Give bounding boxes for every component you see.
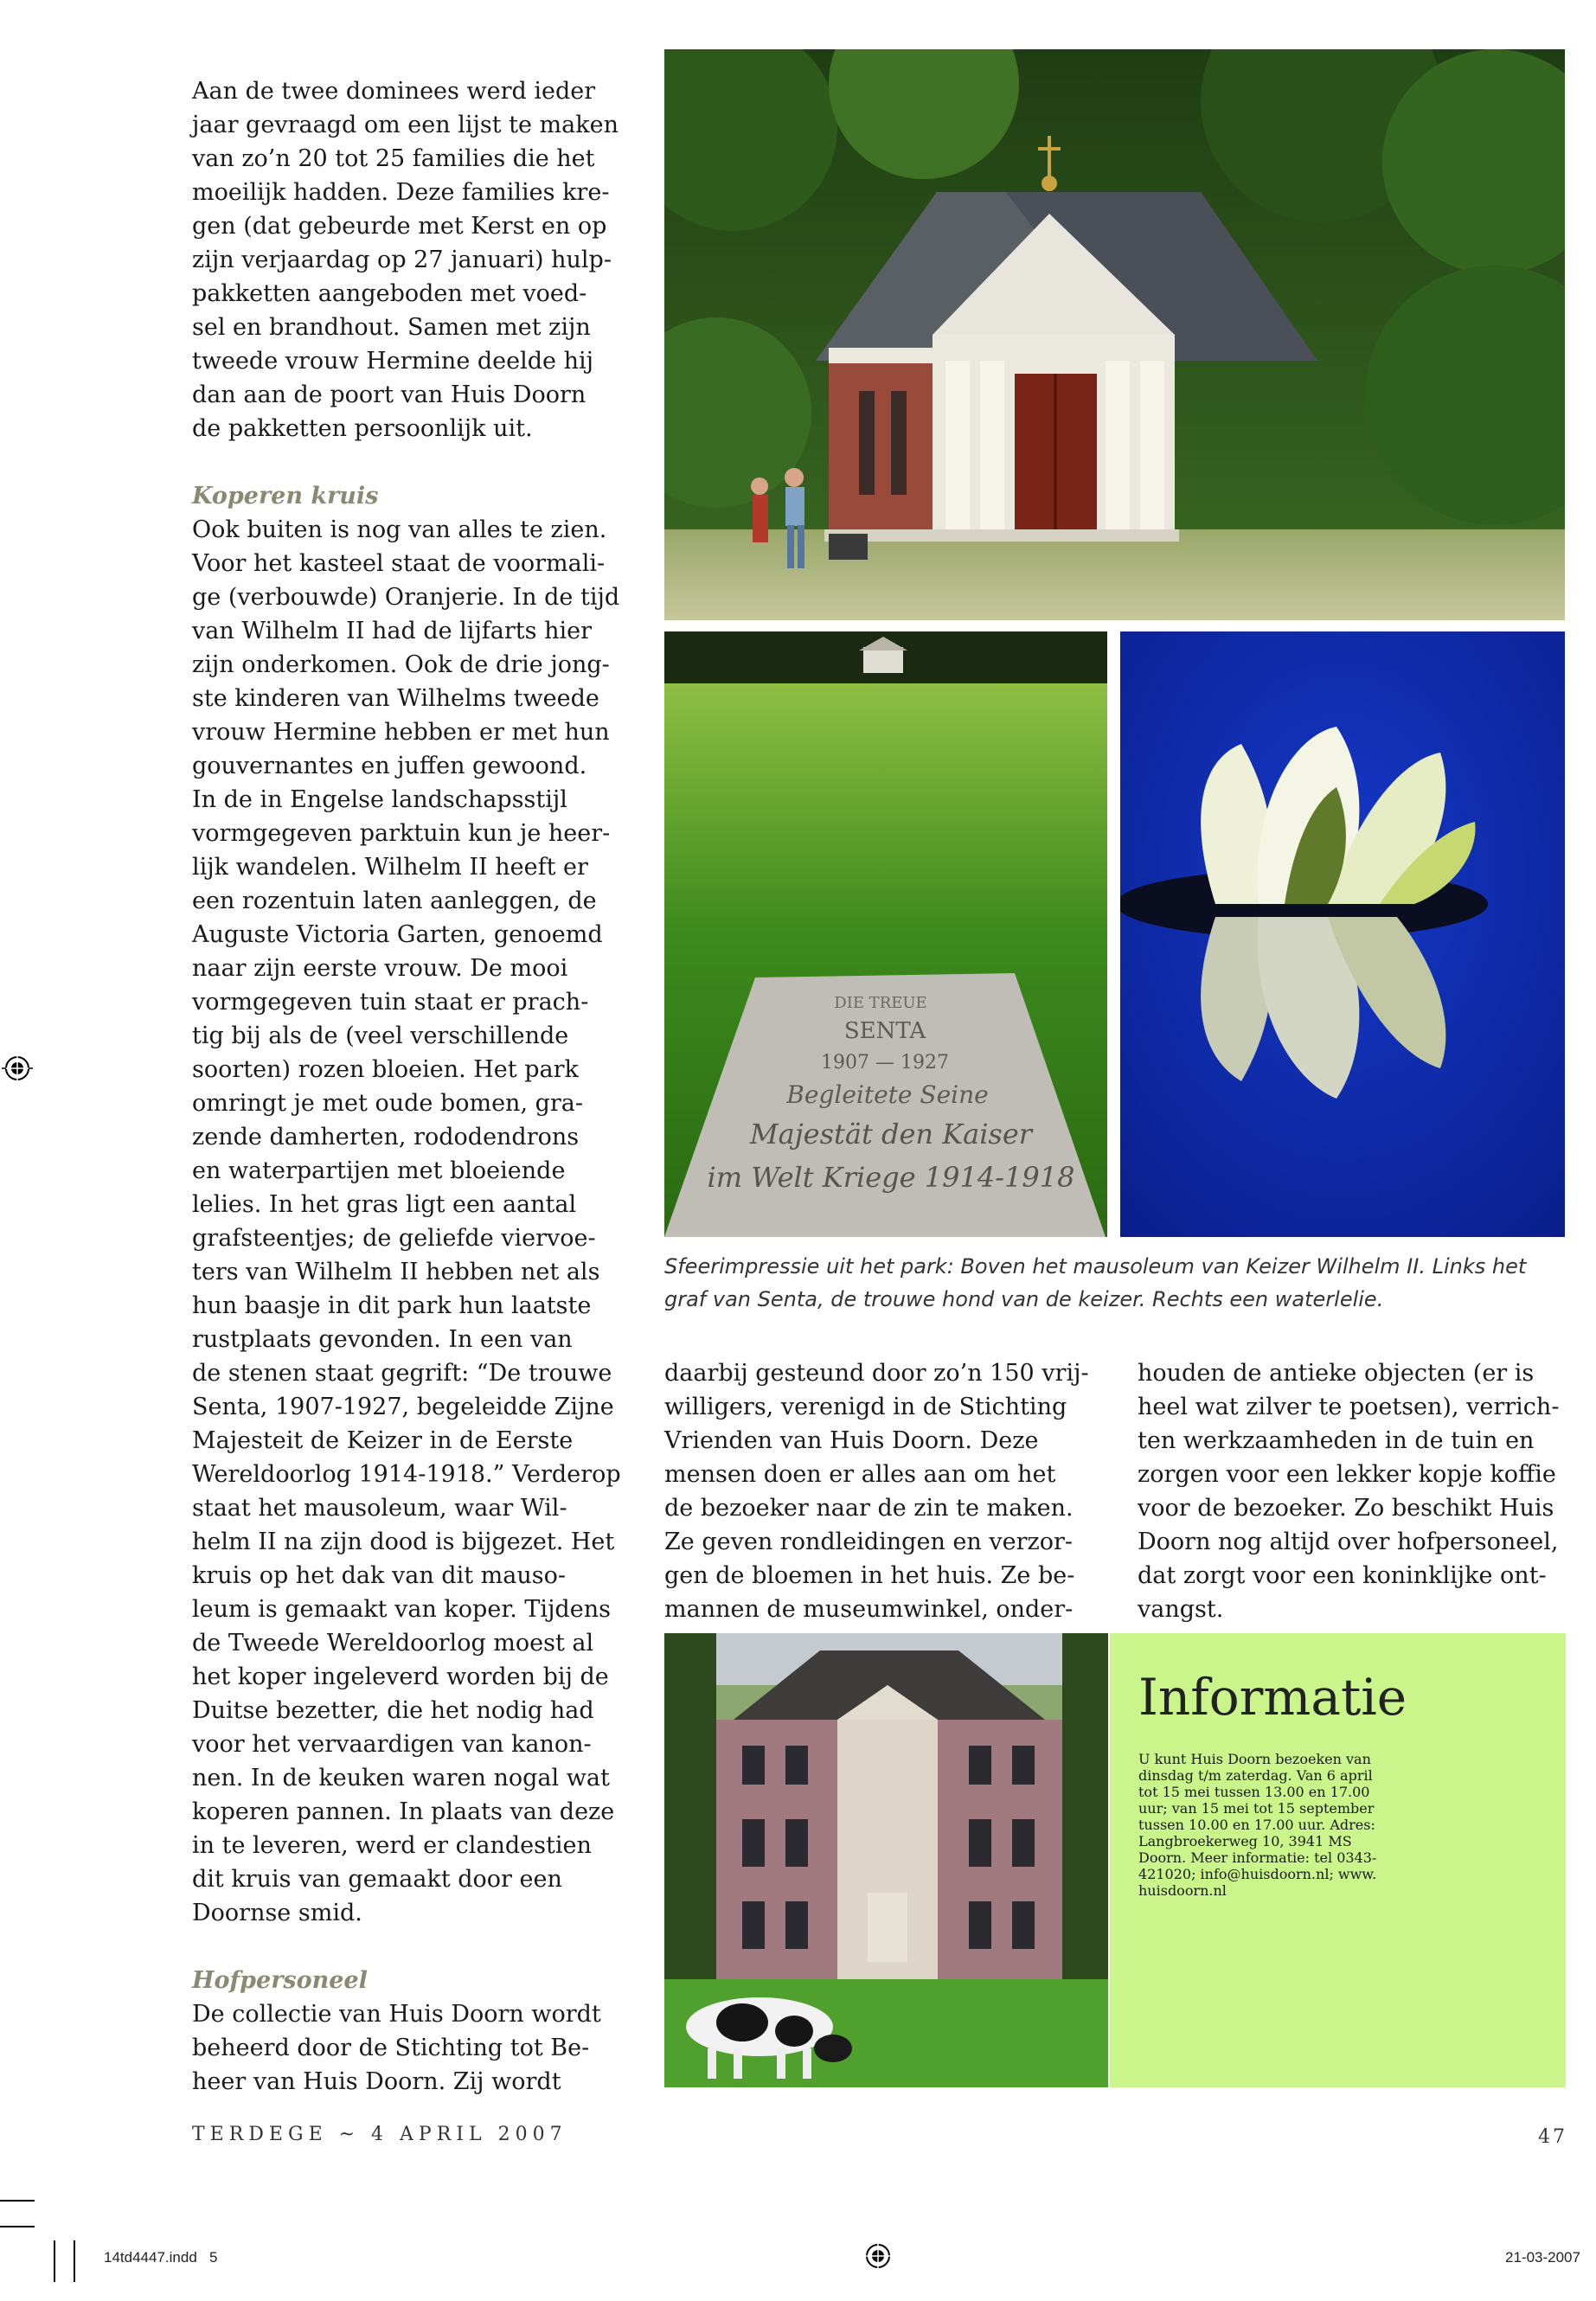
section1-line: vrouw Hermine hebben er met hun [192, 719, 610, 746]
section1-line: vormgegeven parktuin kun je heer- [192, 820, 611, 847]
left-column [192, 74, 625, 2099]
subhead-koperen-kruis: Koperen kruis [192, 483, 379, 510]
section1-line: Senta, 1907-1927, begeleidde Zijne [192, 1394, 614, 1420]
section1-line: Ook buiten is nog van alles te zien. [192, 516, 607, 543]
section1-line: het koper ingeleverd worden bij de [192, 1663, 609, 1690]
section1-line: gouvernantes en juffen gewoond. [192, 753, 587, 779]
section1-line: rustplaats gevonden. In een van [192, 1326, 573, 1353]
section1-line: ters van Wilhelm II hebben net als [192, 1259, 600, 1285]
intro-line: pakketten aangeboden met voed- [192, 280, 587, 307]
right-column [1138, 1356, 1570, 1626]
info-text-line: U kunt Huis Doorn bezoeken van [1138, 1751, 1371, 1767]
info-text-line: tot 15 mei tussen 13.00 en 17.00 [1138, 1784, 1370, 1800]
intro-line: zijn verjaardag op 27 januari) hulp- [192, 247, 612, 273]
info-text [1138, 1751, 1540, 1899]
intro-line: dan aan de poort van Huis Doorn [192, 381, 586, 408]
info-text-line: Doorn. Meer informatie: tel 0343- [1138, 1849, 1377, 1866]
huis-doorn-photo [664, 1633, 1108, 2087]
middle-column-line: mannen de museumwinkel, onder- [664, 1596, 1074, 1623]
gravestone-photo [664, 631, 1107, 1237]
magazine-footer: TERDEGE ~ 4 APRIL 2007 [192, 2124, 567, 2145]
section1-line: leum is gemaakt van koper. Tijdens [192, 1596, 611, 1623]
section1-line: helm II na zijn dood is bijgezet. Het [192, 1529, 615, 1555]
section1-line: naar zijn eerste vrouw. De mooi [192, 955, 568, 982]
slug-file: 14td4447.indd 5 [104, 2249, 218, 2266]
section1-line: dit kruis van gemaakt door een [192, 1866, 562, 1893]
section1-line: hun baasje in dit park hun laatste [192, 1292, 592, 1319]
section1-line: lelies. In het gras ligt een aantal [192, 1191, 577, 1218]
page-number: 47 [1538, 2126, 1567, 2148]
section1-line: nen. In de keuken waren nogal wat [192, 1765, 610, 1791]
middle-column-line: daarbij gesteund door zo’n 150 vrij- [664, 1360, 1089, 1387]
gravestone-line6: im Welt Kriege 1914-1918 [707, 1161, 1075, 1194]
gravestone-line5: Majestät den Kaiser [749, 1118, 1033, 1150]
section1-line: zende damherten, rododendrons [192, 1124, 580, 1150]
info-text-line: 421020; info@huisdoorn.nl; www. [1138, 1866, 1377, 1882]
section1-line: vormgegeven tuin staat er prach- [192, 989, 589, 1016]
right-column-line: heel wat zilver te poetsen), verrich- [1138, 1394, 1560, 1420]
caption-line: graf van Senta, de trouwe hond van de keizer. Rechts een waterlelie. [664, 1287, 1384, 1311]
gravestone-line4: Begleitete Seine [786, 1080, 989, 1109]
section1-line: tig bij als de (veel verschillende [192, 1022, 569, 1049]
intro-paragraph [192, 74, 625, 445]
middle-column-line: mensen doen er alles aan om het [664, 1461, 1056, 1488]
section1-line: de Tweede Wereldoorlog moest al [192, 1630, 594, 1657]
section1-line: ste kinderen van Wilhelms tweede [192, 685, 599, 712]
intro-line: tweede vrouw Hermine deelde hij [192, 348, 593, 375]
mausoleum-photo [664, 49, 1565, 620]
intro-line: jaar gevraagd om een lijst te maken [192, 112, 619, 138]
gravestone-line3: 1907 — 1927 [821, 1052, 949, 1074]
middle-column-line: Vrienden van Huis Doorn. Deze [664, 1427, 1039, 1454]
right-column-line: Doorn nog altijd over hofpersoneel, [1138, 1529, 1559, 1555]
slug-date: 21-03-2007 [1505, 2249, 1580, 2266]
info-text-line: dinsdag t/m zaterdag. Van 6 april [1138, 1767, 1373, 1784]
section1-line: Majesteit de Keizer in de Eerste [192, 1427, 574, 1454]
intro-line: moeilijk hadden. Deze families kre- [192, 179, 610, 206]
section1-line: omringt je met oude bomen, gra- [192, 1090, 584, 1117]
middle-column-line: willigers, verenigd in de Stichting [664, 1394, 1067, 1420]
registration-mark-bottom [862, 2240, 894, 2272]
section1-line: soorten) rozen bloeien. Het park [192, 1056, 579, 1083]
intro-line: sel en brandhout. Samen met zijn [192, 314, 591, 341]
gravestone-line2: SENTA [843, 1018, 926, 1044]
registration-mark-left [2, 1053, 33, 1084]
section2-line: De collectie van Huis Doorn wordt [192, 2001, 601, 2028]
section2-line: heer van Huis Doorn. Zij wordt [192, 2068, 561, 2095]
section2-paragraph [192, 1997, 625, 2099]
right-column-line: voor de bezoeker. Zo beschikt Huis [1138, 1495, 1554, 1522]
crop-mark-h2 [0, 2226, 35, 2227]
intro-line: van zo’n 20 tot 25 families die het [192, 145, 595, 172]
middle-column-line: gen de bloemen in het huis. Ze be- [664, 1562, 1075, 1589]
info-title: Informatie [1138, 1668, 1407, 1727]
intro-line: Aan de twee dominees werd ieder [192, 78, 596, 105]
right-column-line: ten werkzaamheden in de tuin en [1138, 1427, 1535, 1454]
crop-mark-h [0, 2200, 35, 2202]
info-text-line: huisdoorn.nl [1138, 1882, 1227, 1899]
section1-paragraph [192, 513, 625, 1930]
section1-line: Doornse smid. [192, 1900, 362, 1926]
section1-line: voor het vervaardigen van kanon- [192, 1731, 592, 1758]
section1-line: koperen pannen. In plaats van deze [192, 1798, 615, 1825]
section1-line: de stenen staat gegrift: “De trouwe [192, 1360, 612, 1387]
intro-line: de pakketten persoonlijk uit. [192, 415, 533, 442]
section1-line: lijk wandelen. Wilhelm II heeft er [192, 854, 588, 881]
section1-line: staat het mausoleum, waar Wil- [192, 1495, 567, 1522]
section1-line: van Wilhelm II had de lijfarts hier [192, 618, 593, 644]
info-box [1110, 1633, 1566, 2087]
crop-mark-v2 [74, 2240, 75, 2282]
section1-line: Voor het kasteel staat de voormali- [192, 550, 606, 577]
section1-line: Wereldoorlog 1914-1918.” Verderop [192, 1461, 621, 1488]
section1-line: Auguste Victoria Garten, genoemd [192, 921, 603, 948]
section2-line: beheerd door de Stichting tot Be- [192, 2035, 590, 2061]
info-text-line: tussen 10.00 en 17.00 uur. Adres: [1138, 1817, 1375, 1833]
caption-line: Sfeerimpressie uit het park: Boven het mausoleum van Keizer Wilhelm II. Links het [664, 1254, 1527, 1279]
section1-line: kruis op het dak van dit mauso- [192, 1562, 566, 1589]
waterlily-photo [1120, 631, 1565, 1237]
middle-column-line: de bezoeker naar de zin te maken. [664, 1495, 1074, 1522]
right-column-line: houden de antieke objecten (er is [1138, 1360, 1535, 1387]
section1-line: grafsteentjes; de geliefde viervoe- [192, 1225, 596, 1252]
right-column-line: zorgen voor een lekker kopje koffie [1138, 1461, 1556, 1488]
info-text-line: uur; van 15 mei tot 15 september [1138, 1800, 1375, 1817]
gravestone-line1: DIE TREUE [834, 994, 927, 1012]
crop-mark-v [54, 2240, 55, 2282]
section1-line: Duitse bezetter, die het nodig had [192, 1697, 594, 1724]
section1-line: In de in Engelse landschapsstijl [192, 786, 567, 813]
subhead-hofpersoneel: Hofpersoneel [192, 1967, 368, 1994]
intro-line: gen (dat gebeurde met Kerst en op [192, 213, 607, 240]
section1-line: een rozentuin laten aanleggen, de [192, 888, 597, 914]
right-column-line: dat zorgt voor een koninklijke ont- [1138, 1562, 1547, 1589]
middle-column-line: Ze geven rondleidingen en verzor- [664, 1529, 1074, 1555]
section1-line: in te leveren, werd er clandestien [192, 1832, 592, 1859]
section1-line: zijn onderkomen. Ook de drie jong- [192, 651, 610, 678]
middle-column [664, 1356, 1114, 1626]
photo-caption [664, 1250, 1568, 1316]
section1-line: en waterpartijen met bloeiende [192, 1157, 566, 1184]
section1-line: ge (verbouwde) Oranjerie. In de tijd [192, 584, 620, 611]
right-column-line: vangst. [1138, 1596, 1224, 1623]
info-text-line: Langbroekerweg 10, 3941 MS [1138, 1833, 1352, 1849]
